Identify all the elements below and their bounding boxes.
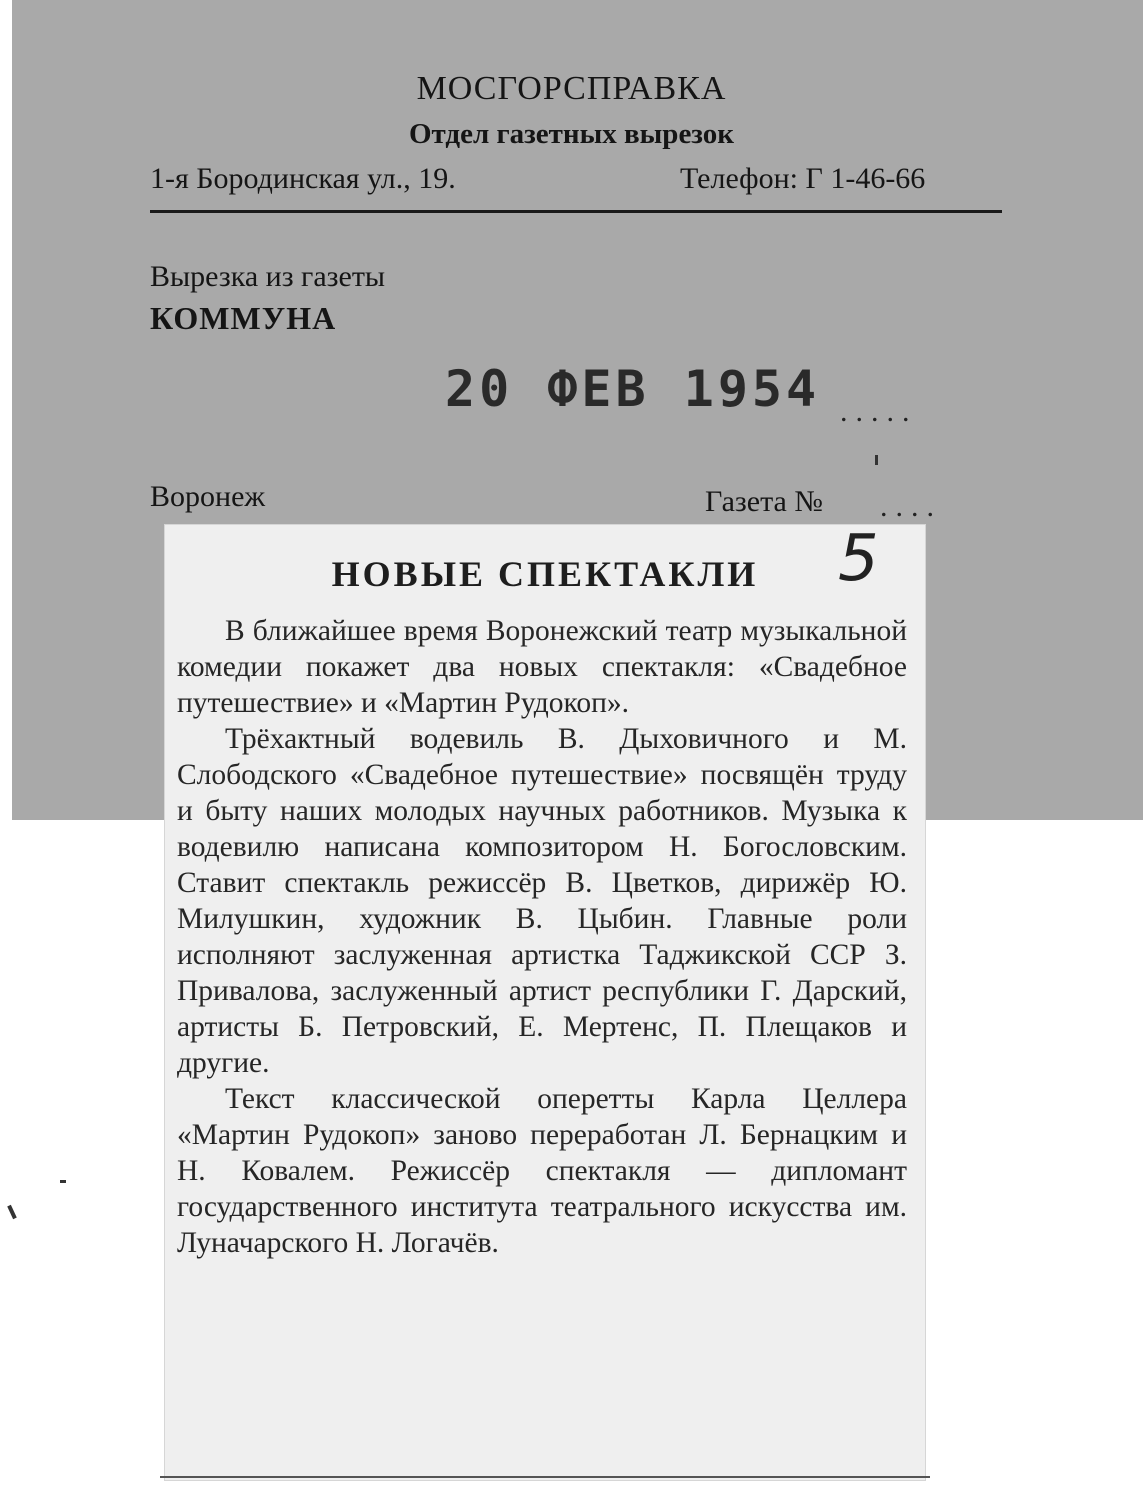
issue-number-label: Газета № <box>705 485 823 518</box>
header-divider <box>150 210 1002 213</box>
article-body <box>177 613 907 1261</box>
city-name: Воронеж <box>150 480 266 513</box>
newspaper-clipping <box>165 525 925 1480</box>
handwritten-number: 5 <box>838 522 879 596</box>
article-paragraph: Текст классической оперетты Карла Целлера «Мартин Рудокоп» заново переработан Л. Бернацким и Н. Ковалем. Режиссёр спектакля — дипломант государственного института театрального искусства им. Луначарского Н. Логачёв. <box>177 1083 907 1259</box>
clipping-label: Вырезка из газеты <box>150 260 386 293</box>
dust-speck <box>60 1180 66 1183</box>
dust-speck <box>7 1205 17 1219</box>
issue-fill-dots: .... <box>880 490 942 523</box>
clipping-bottom-edge <box>160 1476 930 1478</box>
dust-speck <box>875 455 878 465</box>
agency-title: МОСГОРСПРАВКА <box>416 70 727 107</box>
date-stamp: 20 ФЕВ 1954 <box>445 360 821 418</box>
article-headline: НОВЫЕ СПЕКТАКЛИ <box>331 554 759 594</box>
newspaper-name: КОММУНА <box>150 300 337 336</box>
department-name: Отдел газетных вырезок <box>408 118 735 150</box>
article-paragraph: Трёхактный водевиль В. Дыховичного и М. Слободского «Свадебное путешествие» посвящён труду и быту наших молодых научных работников. Музыка к водевилю написана композитором Н. Богословским. Ставит спектакль режиссёр В. Цветков, дирижёр Ю. Милушкин, художник В. Цыбин. Главные роли исполняют заслуженная артистка Таджикской ССР З. Привалова, заслуженный артист республики Г. Дарский, артисты Б. Петровский, Е. Мертенс, П. Плещаков и другие. <box>177 723 907 1079</box>
date-fill-dots: ..... <box>840 395 918 428</box>
agency-phone: Телефон: Г 1-46-66 <box>680 162 926 195</box>
article-paragraph: В ближайшее время Воронежский театр музыкальной комедии покажет два новых спектакля: «Свадебное путешествие» и «Мартин Рудокоп». <box>177 615 907 719</box>
agency-address: 1-я Бородинская ул., 19. <box>150 162 456 195</box>
